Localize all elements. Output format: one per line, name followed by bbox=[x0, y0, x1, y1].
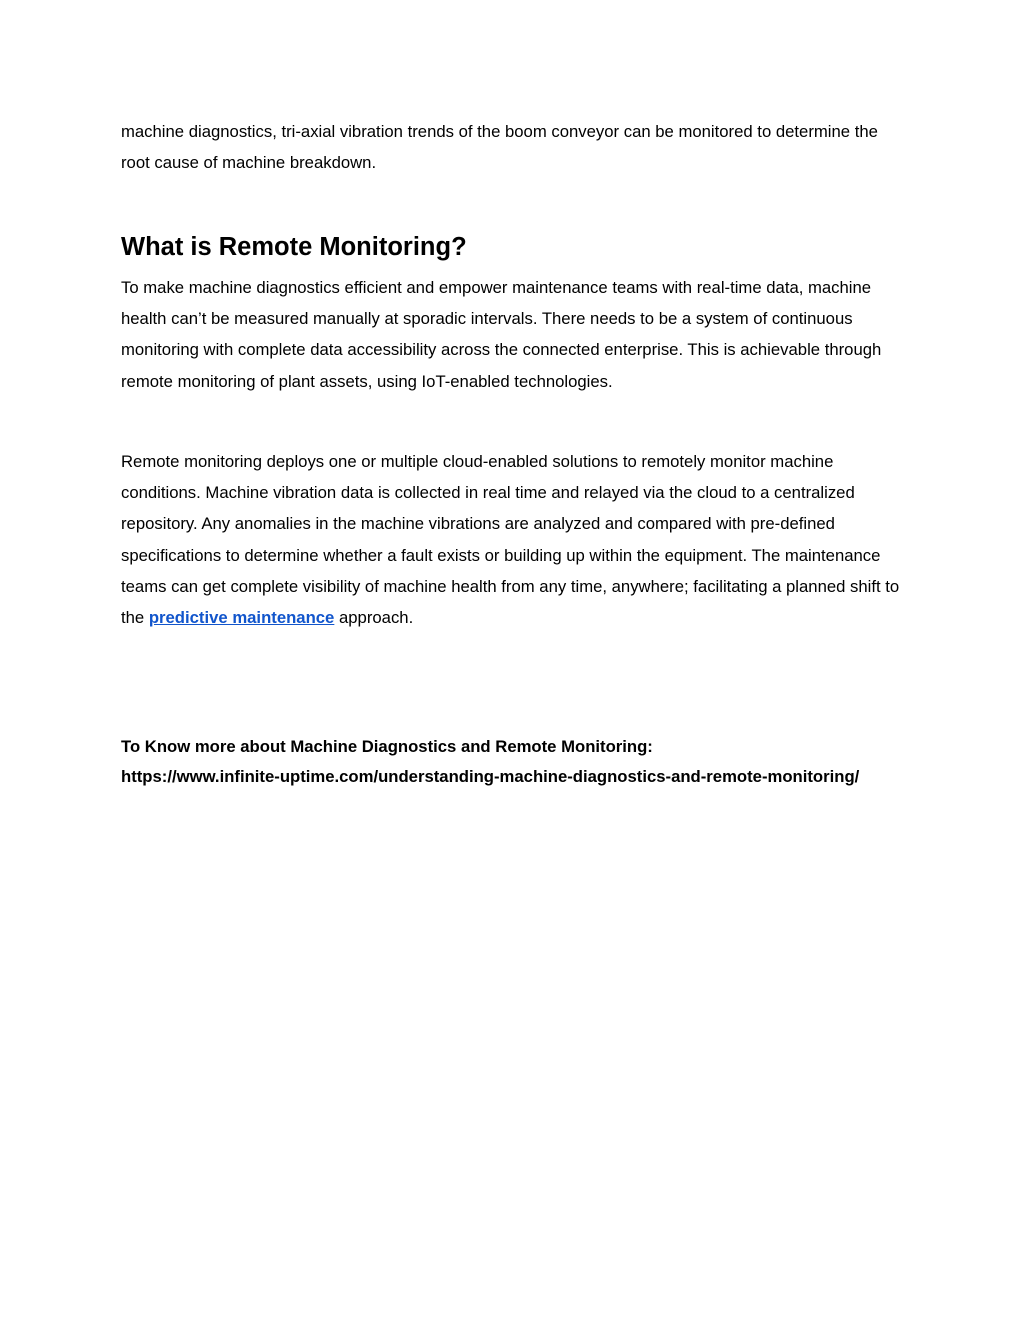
remote-monitoring-paragraph: To make machine diagnostics efficient and empower maintenance teams with real-time data, machine health can’t be measured manually at sporadic intervals. There needs to be a system of continuous monitoring with complete data accessibility across the connected enterprise. This is achievable through remote monitoring of plant assets, using IoT-enabled technologies. bbox=[121, 278, 882, 391]
remote-deploy-text: Remote monitoring deploys one or multiple cloud-enabled solutions to remotely monitor machine conditions. Machine vibration data is collected in real time and relayed via the cloud to a centralized repository. Any anomalies in the machine vibrations are analyzed and compared with pre-defined specifications to determine whether a fault exists or building up within the equipment. The maintenance teams can get complete visibility of machine health from any time, anywhere; facilitating a planned shift to the bbox=[121, 452, 900, 628]
predictive-maintenance-link[interactable]: predictive maintenance bbox=[148, 608, 335, 628]
more-info-block bbox=[121, 732, 911, 791]
more-info-label: To Know more about Machine Diagnostics and Remote Monitoring: bbox=[121, 737, 653, 756]
remote-deploy-paragraph bbox=[121, 446, 911, 633]
remote-deploy-text-end: approach. bbox=[334, 608, 414, 628]
more-info-url[interactable]: https://www.infinite-uptime.com/understanding-machine-diagnostics-and-remote-monitoring/ bbox=[121, 766, 860, 786]
intro-paragraph: machine diagnostics, tri-axial vibration trends of the boom conveyor can be monitored to determine the root cause of machine breakdown. bbox=[121, 122, 878, 173]
section-heading: What is Remote Monitoring? bbox=[121, 233, 467, 261]
